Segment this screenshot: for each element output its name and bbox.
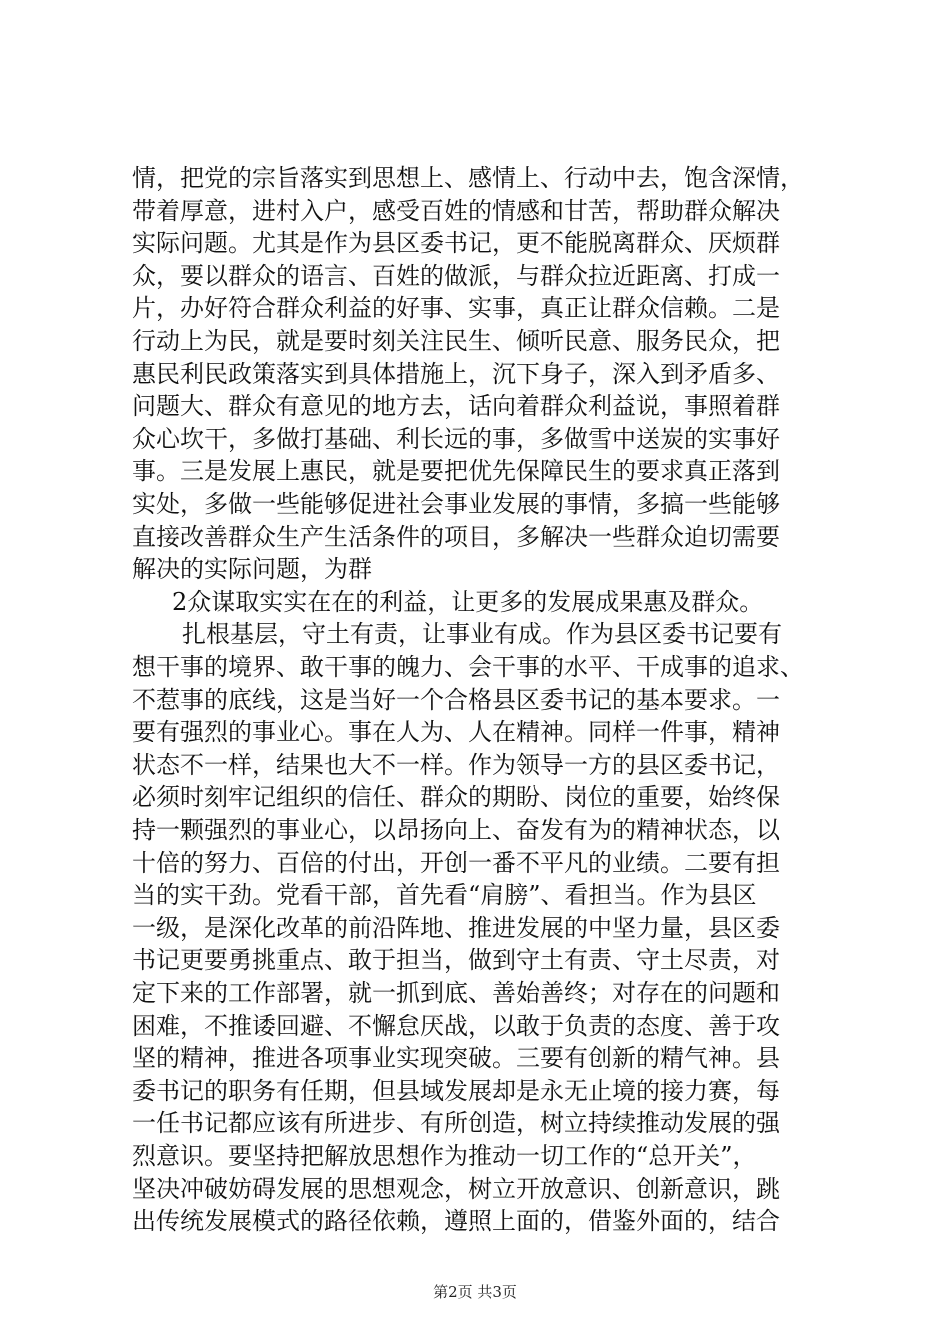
body-text-line: 坚的精神，推进各项事业实现突破。三要有创新的精气神。县: [132, 1044, 780, 1073]
body-text-line: 当的实干劲。党看干部，首先看“肩膀”、看担当。作为县区: [132, 881, 757, 910]
body-text-line: 困难，不推诿回避、不懈怠厌战，以敢于负责的态度、善于攻: [132, 1011, 780, 1040]
body-text-line: 惠民利民政策落实到具体措施上，沉下身子，深入到矛盾多、: [132, 359, 780, 388]
body-text-line: 烈意识。要坚持把解放思想作为推动一切工作的“总开关”，: [132, 1142, 757, 1170]
body-text-line: 情，把党的宗旨落实到思想上、感情上、行动中去，饱含深情，: [132, 164, 804, 192]
body-text-line: 众，要以群众的语言、百姓的做派，与群众拉近距离、打成一: [132, 261, 780, 290]
body-text-line: 实际问题。尤其是作为县区委书记，更不能脱离群众、厌烦群: [132, 229, 780, 258]
body-text-line: 众心坎干，多做打基础、利长远的事，多做雪中送炭的实事好: [132, 424, 780, 453]
body-text-line: 持一颗强烈的事业心，以昂扬向上、奋发有为的精神状态，以: [132, 816, 780, 844]
body-text-line: 一级，是深化改革的前沿阵地、推进发展的中坚力量，县区委: [132, 913, 780, 942]
body-text-line: 一任书记都应该有所进步、有所创造，树立持续推动发展的强: [132, 1109, 780, 1138]
body-text-line: 问题大、群众有意见的地方去，话向着群众利益说，事照着群: [132, 392, 780, 421]
page-number-footer: 第2页 共3页: [433, 1283, 517, 1301]
body-text-line: 解决的实际问题，为群: [132, 555, 372, 584]
body-text-line: 2众谋取实实在在的利益，让更多的发展成果惠及群众。: [172, 587, 764, 616]
body-text-line: 实处，多做一些能够促进社会事业发展的事情，多搞一些能够: [132, 490, 780, 518]
body-text-line: 想干事的境界、敢干事的魄力、会干事的水平、干成事的追求、: [132, 653, 804, 681]
body-text-line: 带着厚意，进村入户，感受百姓的情感和甘苦，帮助群众解决: [132, 196, 780, 225]
body-text-line: 直接改善群众生产生活条件的项目，多解决一些群众迫切需要: [132, 522, 780, 551]
body-text-line: 要有强烈的事业心。事在人为、人在精神。同样一件事，精神: [132, 718, 780, 747]
paragraph-first-line: 扎根基层，守土有责，让事业有成。作为县区委书记要有: [182, 620, 782, 649]
body-text-line: 状态不一样，结果也大不一样。作为领导一方的县区委书记，: [132, 750, 780, 779]
body-text-line: 委书记的职务有任期，但县域发展却是永无止境的接力赛，每: [132, 1076, 780, 1105]
body-text-line: 片，办好符合群众利益的好事、实事，真正让群众信赖。二是: [132, 294, 780, 323]
body-text-line: 定下来的工作部署，就一抓到底、善始善终；对存在的问题和: [132, 979, 780, 1007]
body-text-line: 行动上为民，就是要时刻关注民生、倾听民意、服务民众，把: [132, 327, 780, 355]
body-text-line: 书记更要勇挑重点、敢于担当，做到守土有责、守土尽责，对: [132, 946, 780, 975]
body-text-line: 不惹事的底线，这是当好一个合格县区委书记的基本要求。一: [132, 685, 780, 714]
body-text-line: 坚决冲破妨碍发展的思想观念，树立开放意识、创新意识，跳: [132, 1174, 780, 1203]
body-text-line: 事。三是发展上惠民，就是要把优先保障民生的要求真正落到: [132, 457, 780, 486]
body-text-line: 必须时刻牢记组织的信任、群众的期盼、岗位的重要，始终保: [132, 783, 780, 812]
body-text-line: 十倍的努力、百倍的付出，开创一番不平凡的业绩。二要有担: [132, 848, 780, 877]
body-text-line: 出传统发展模式的路径依赖，遵照上面的，借鉴外面的，结合: [132, 1207, 780, 1236]
